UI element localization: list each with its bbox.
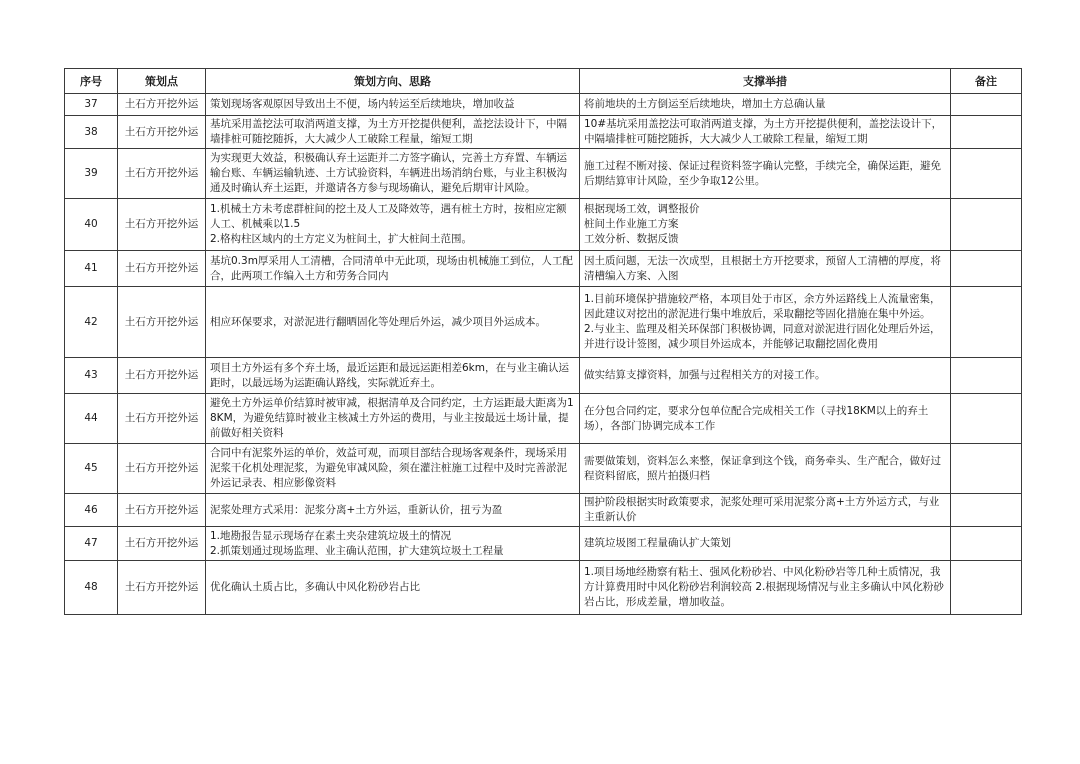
row-number: 38 xyxy=(65,116,118,149)
direction-line: 避免土方外运单价结算时被审减，根据清单及合同约定，土方运距最大距离为18KM，为避免结算时被业主核减土方外运的费用，与业主按最远土场计量，提前做好相关资料 xyxy=(210,397,574,439)
row-number: 47 xyxy=(65,527,118,561)
row-number: 37 xyxy=(65,94,118,116)
header-measures: 支撑举措 xyxy=(580,69,951,94)
measures-line: 建筑垃圾图工程量确认扩大策划 xyxy=(584,537,731,549)
direction-line: 项目土方外运有多个弃土场，最近运距和最远运距相差6km，在与业主确认运距时，以最远场为运距确认路线，实际就近弃土。 xyxy=(210,361,569,389)
header-seq: 序号 xyxy=(65,69,118,94)
measures-cell xyxy=(580,444,951,494)
measures-cell xyxy=(580,149,951,199)
measures-line: 施工过程不断对接、保证过程资料签字确认完整，手续完全，确保运距，避免后期结算审计风险，至少争取12公里。 xyxy=(584,159,941,187)
measures-line: 1.项目场地经勘察有粘土、强风化粉砂岩、中风化粉砂岩等几种土质情况，我方计算费用时中风化粉砂岩利润较高 2.根据现场情况与业主多确认中风化粉砂岩占比，形成差量，增加收益。 xyxy=(584,566,944,608)
table-row xyxy=(65,358,1022,394)
remark-cell xyxy=(951,116,1022,149)
table-row xyxy=(65,251,1022,287)
measures-line: 在分包合同约定，要求分包单位配合完成相关工作（寻找18KM以上的弃土场），各部门协调完成本工作 xyxy=(584,404,929,432)
planning-point-cell: 土石方开挖外运 xyxy=(118,251,206,287)
measures-cell xyxy=(580,287,951,358)
measures-line: 做实结算支撑资料，加强与过程相关方的对接工作。 xyxy=(584,369,826,381)
row-number: 41 xyxy=(65,251,118,287)
direction-line: 策划现场客观原因导致出土不便，场内转运至后续地块，增加收益 xyxy=(210,98,515,110)
table-row xyxy=(65,494,1022,527)
planning-point-cell: 土石方开挖外运 xyxy=(118,394,206,444)
direction-line: 基坑0.3m厚采用人工清槽，合同清单中无此项，现场由机械施工到位，人工配合，此两项工作编入土方和劳务合同内 xyxy=(210,254,573,282)
direction-cell xyxy=(206,561,580,615)
direction-cell xyxy=(206,358,580,394)
remark-cell xyxy=(951,287,1022,358)
measures-line: 将前地块的土方倒运至后续地块，增加土方总确认量 xyxy=(584,98,826,110)
direction-cell xyxy=(206,444,580,494)
remark-cell xyxy=(951,444,1022,494)
measures-cell xyxy=(580,494,951,527)
row-number: 48 xyxy=(65,561,118,615)
direction-line: 优化确认土质占比，多确认中风化粉砂岩占比 xyxy=(210,581,420,593)
measures-line: 1.目前环境保护措施较严格，本项目处于市区，余方外运路线上人流量密集，因此建议对挖出的淤泥进行集中堆放后，采取翻挖等固化措施在集中外运。 xyxy=(584,293,941,320)
row-number: 45 xyxy=(65,444,118,494)
remark-cell xyxy=(951,199,1022,251)
direction-line: 相应环保要求，对淤泥进行翻晒固化等处理后外运，减少项目外运成本。 xyxy=(210,315,546,328)
measures-line: 工效分析、数据反馈 xyxy=(584,233,679,245)
row-number: 39 xyxy=(65,149,118,199)
direction-line: 合同中有泥浆外运的单价，效益可观，而项目部结合现场客观条件，现场采用泥浆干化机处理泥浆，为避免审减风险，须在灌注桩施工过程中及时完善淤泥外运记录表、相应影像资料 xyxy=(210,447,567,489)
planning-point-cell: 土石方开挖外运 xyxy=(118,287,206,358)
table-row xyxy=(65,394,1022,444)
direction-line: 基坑采用盖挖法可取消两道支撑，为土方开挖提供便利，盖挖法设计下，中隔墙排桩可随挖随拆，大大减少人工破除工程量，缩短工期 xyxy=(210,118,567,145)
planning-table-sheet xyxy=(64,68,1021,615)
planning-point-cell: 土石方开挖外运 xyxy=(118,494,206,527)
planning-point-cell: 土石方开挖外运 xyxy=(118,561,206,615)
measures-cell xyxy=(580,94,951,116)
row-number: 40 xyxy=(65,199,118,251)
measures-line: 需要做策划，资料怎么来整，保证拿到这个钱，商务牵头、生产配合，做好过程资料留底，照片拍摄归档 xyxy=(584,454,941,482)
table-row xyxy=(65,149,1022,199)
direction-cell xyxy=(206,94,580,116)
row-number: 42 xyxy=(65,287,118,358)
planning-point-cell: 土石方开挖外运 xyxy=(118,116,206,149)
direction-cell xyxy=(206,199,580,251)
table-body xyxy=(65,94,1022,615)
header-planning-point: 策划点 xyxy=(118,69,206,94)
measures-cell xyxy=(580,527,951,561)
planning-point-cell: 土石方开挖外运 xyxy=(118,199,206,251)
measures-line: 因土质问题，无法一次成型，且根据土方开挖要求，预留人工清槽的厚度，将清槽编入方案、入图 xyxy=(584,254,941,282)
measures-cell xyxy=(580,251,951,287)
measures-line: 根据现场工效，调整报价 xyxy=(584,203,700,215)
direction-cell xyxy=(206,149,580,199)
measures-cell xyxy=(580,561,951,615)
measures-line: 10#基坑采用盖挖法可取消两道支撑，为土方开挖提供便利，盖挖法设计下，中隔墙排桩可随挖随拆，大大减少人工破除工程量，缩短工期 xyxy=(584,118,943,145)
planning-point-cell: 土石方开挖外运 xyxy=(118,358,206,394)
table-row xyxy=(65,444,1022,494)
row-number: 44 xyxy=(65,394,118,444)
measures-line: 围护阶段根据实时政策要求，泥浆处理可采用泥浆分离+土方外运方式，与业主重新认价 xyxy=(584,496,940,523)
header-direction: 策划方向、思路 xyxy=(206,69,580,94)
table-row xyxy=(65,94,1022,116)
planning-point-cell: 土石方开挖外运 xyxy=(118,527,206,561)
measures-cell xyxy=(580,199,951,251)
direction-line: 1.地勘报告显示现场存在素土夹杂建筑垃圾土的情况 xyxy=(210,529,452,542)
remark-cell xyxy=(951,358,1022,394)
planning-point-cell: 土石方开挖外运 xyxy=(118,149,206,199)
direction-line: 1.机械土方未考虑群桩间的挖土及人工及降效等，遇有桩土方时，按相应定额人工、机械乘以1.5 xyxy=(210,203,567,230)
remark-cell xyxy=(951,149,1022,199)
measures-cell xyxy=(580,394,951,444)
row-number: 46 xyxy=(65,494,118,527)
direction-cell xyxy=(206,251,580,287)
table-row xyxy=(65,199,1022,251)
direction-line: 为实现更大效益，积极确认弃土运距并二方签字确认，完善土方弃置、车辆运输台账、车辆运输轨迹、土方试验资料，车辆进出场消纳台账，与业主积极沟通及时确认弃土运距，并邀请各方参与现场确认，避免后期审计风险。 xyxy=(210,152,567,194)
remark-cell xyxy=(951,394,1022,444)
remark-cell xyxy=(951,561,1022,615)
direction-cell xyxy=(206,116,580,149)
direction-cell xyxy=(206,394,580,444)
table-row xyxy=(65,527,1022,561)
remark-cell xyxy=(951,251,1022,287)
planning-point-cell: 土石方开挖外运 xyxy=(118,444,206,494)
measures-cell xyxy=(580,116,951,149)
direction-cell xyxy=(206,527,580,561)
planning-table xyxy=(64,68,1022,615)
measures-line: 2.与业主、监理及相关环保部门积极协调，同意对淤泥进行固化处理后外运，并进行设计签图，减少项目外运成本，并能够记取翻挖固化费用 xyxy=(584,323,941,350)
direction-line: 泥浆处理方式采用：泥浆分离+土方外运，重新认价，扭亏为盈 xyxy=(210,503,503,516)
direction-line: 2.格构柱区域内的土方定义为桩间土，扩大桩间土范围。 xyxy=(210,233,473,245)
row-number: 43 xyxy=(65,358,118,394)
remark-cell xyxy=(951,94,1022,116)
table-row xyxy=(65,287,1022,358)
table-row xyxy=(65,561,1022,615)
direction-cell xyxy=(206,287,580,358)
table-header-row xyxy=(65,69,1022,94)
header-remark: 备注 xyxy=(951,69,1022,94)
measures-cell xyxy=(580,358,951,394)
direction-line: 2.抓策划通过现场监理、业主确认范围，扩大建筑垃圾土工程量 xyxy=(210,544,504,557)
remark-cell xyxy=(951,494,1022,527)
measures-line: 桩间土作业施工方案 xyxy=(584,218,679,230)
table-row xyxy=(65,116,1022,149)
remark-cell xyxy=(951,527,1022,561)
planning-point-cell: 土石方开挖外运 xyxy=(118,94,206,116)
direction-cell xyxy=(206,494,580,527)
